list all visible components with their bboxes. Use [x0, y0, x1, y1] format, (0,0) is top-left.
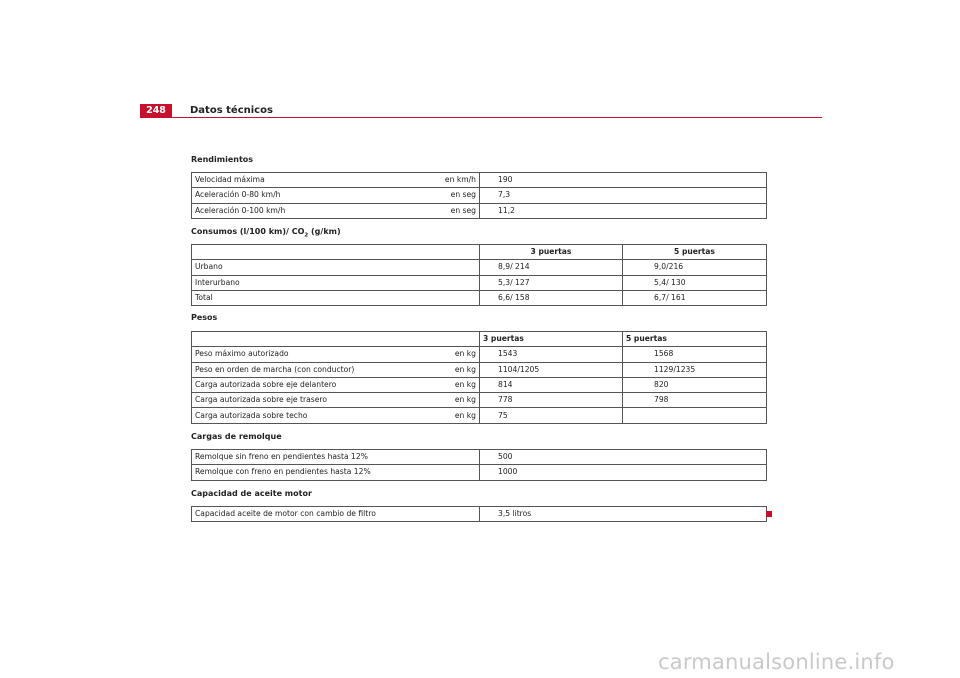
table-cell-value: 8,9/ 214: [480, 260, 623, 275]
table-cell-value: 1129/1235: [623, 362, 767, 377]
table-cell-value: 5,3/ 127: [480, 275, 623, 290]
table-cell-label: Urbano: [192, 260, 480, 275]
table-row: [192, 362, 767, 377]
table-cell-value: 11,2: [480, 203, 767, 218]
table-cell-label: Peso máximo autorizado en kg: [192, 347, 480, 362]
table-cell-value: 1104/1205: [480, 362, 623, 377]
table-cell-label: Capacidad aceite de motor con cambio de filtro: [192, 507, 480, 522]
table-header-3-puertas: 3 puertas: [480, 245, 623, 260]
table-row: [192, 290, 767, 305]
table-header-empty: [192, 332, 480, 347]
table-cell-label: Aceleración 0-80 km/h en seg: [192, 188, 480, 203]
table-row: [192, 377, 767, 392]
table-cell-label: Peso en orden de marcha (con conductor) en kg: [192, 362, 480, 377]
table-row: [192, 188, 767, 203]
table-cell-value: 7,3: [480, 188, 767, 203]
table-cell-value: 798: [623, 393, 767, 408]
table-row: [192, 203, 767, 218]
table-row: [192, 260, 767, 275]
section-title-pesos: Pesos: [191, 313, 218, 322]
table-row: [192, 347, 767, 362]
table-row: [192, 275, 767, 290]
table-cell-label: Carga autorizada sobre techo en kg: [192, 408, 480, 423]
section-title-aceite: Capacidad de aceite motor: [191, 489, 312, 498]
table-row: [192, 507, 767, 522]
table-row: [192, 408, 767, 423]
table-row: [192, 393, 767, 408]
table-cell-label: Total: [192, 290, 480, 305]
header-divider: [172, 117, 822, 118]
table-cell-label: Carga autorizada sobre eje trasero en kg: [192, 393, 480, 408]
table-cell-value: 500: [480, 450, 767, 465]
table-cell-value: 6,6/ 158: [480, 290, 623, 305]
watermark: carmanualsonline.info: [658, 650, 895, 674]
table-header-3-puertas: 3 puertas: [480, 332, 623, 347]
table-row: [192, 450, 767, 465]
table-header-row: [192, 245, 767, 260]
section-title-consumos: Consumos (l/100 km)/ $CO_2$ (g/km): [191, 227, 341, 239]
table-cell-value: 5,4/ 130: [623, 275, 767, 290]
table-rendimientos: [191, 172, 767, 219]
table-cell-label: Carga autorizada sobre eje delantero en kg: [192, 377, 480, 392]
table-cell-label: Interurbano: [192, 275, 480, 290]
table-pesos: [191, 331, 767, 424]
section-title-remolque: Cargas de remolque: [191, 432, 282, 441]
table-cell-value: 3,5 litros: [480, 507, 767, 522]
table-cell-label: Remolque sin freno en pendientes hasta 12%: [192, 450, 480, 465]
table-cell-label: Aceleración 0-100 km/h en seg: [192, 203, 480, 218]
table-cell-value: 190: [480, 173, 767, 188]
table-cell-label: Velocidad máxima en km/h: [192, 173, 480, 188]
table-header-row: [192, 332, 767, 347]
table-cell-value: 9,0/216: [623, 260, 767, 275]
table-cell-value: 820: [623, 377, 767, 392]
table-cell-value: [623, 408, 767, 423]
table-cell-value: 6,7/ 161: [623, 290, 767, 305]
page-header: [140, 104, 822, 118]
table-row: [192, 173, 767, 188]
page-number: 248: [140, 104, 172, 118]
table-header-5-puertas: 5 puertas: [623, 245, 767, 260]
table-cell-value: 1543: [480, 347, 623, 362]
table-cell-value: 814: [480, 377, 623, 392]
table-cell-value: 1568: [623, 347, 767, 362]
table-cell-value: 75: [480, 408, 623, 423]
table-remolque: [191, 449, 767, 481]
table-cell-value: 778: [480, 393, 623, 408]
table-consumos: [191, 244, 767, 306]
table-aceite: [191, 506, 767, 522]
section-title-rendimientos: Rendimientos: [191, 155, 254, 164]
table-row: [192, 465, 767, 480]
table-cell-label: Remolque con freno en pendientes hasta 12%: [192, 465, 480, 480]
page-title: Datos técnicos: [190, 105, 273, 116]
table-header-5-puertas: 5 puertas: [623, 332, 767, 347]
table-header-empty: [192, 245, 480, 260]
section-end-marker-icon: [766, 511, 772, 517]
table-cell-value: 1000: [480, 465, 767, 480]
